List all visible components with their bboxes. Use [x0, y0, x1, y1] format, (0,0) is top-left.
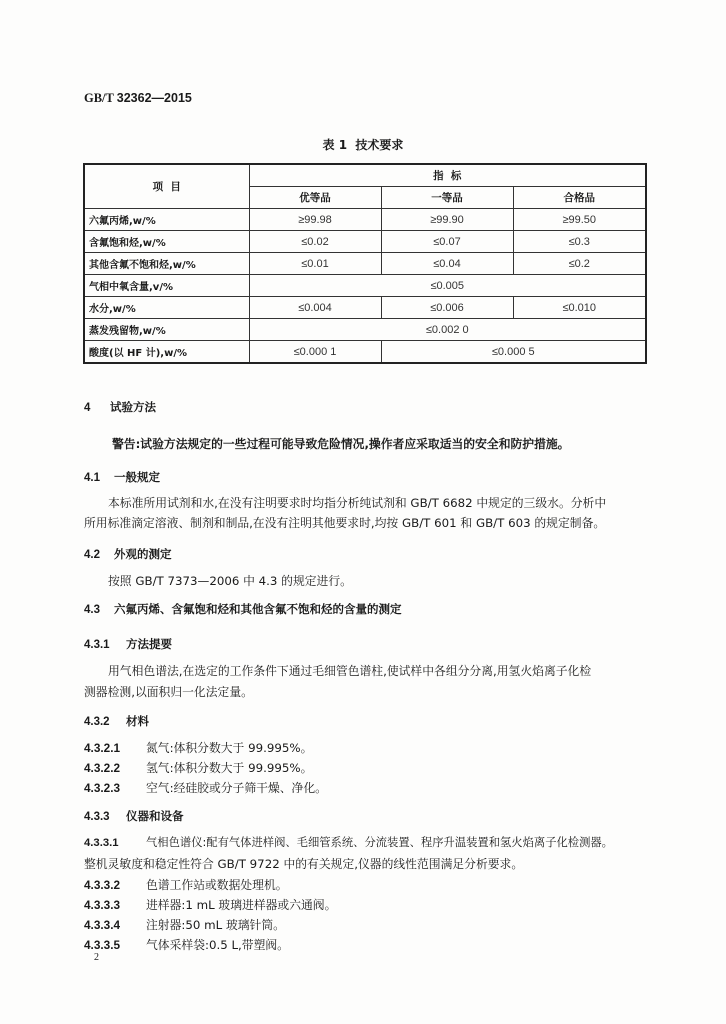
- safety-warning: 警告:试验方法规定的一些过程可能导致危险情况,操作者应采取适当的安全和防护措施。: [112, 437, 570, 451]
- table-row: [84, 275, 646, 297]
- row-value: ≤0.07: [381, 231, 513, 253]
- item-text: 氢气:体积分数大于 99.995%。: [146, 761, 313, 775]
- material-item: [84, 779, 327, 796]
- item-number: 4.3.2.2: [84, 761, 121, 775]
- section-title: 试验方法: [110, 400, 156, 414]
- header-indicator: 指 标: [249, 164, 646, 187]
- section-4-3-3-heading: [84, 808, 184, 824]
- equipment-item: [84, 876, 288, 893]
- header-grade-first: 一等品: [381, 187, 513, 209]
- row-value: ≤0.2: [513, 253, 646, 275]
- item-text: 色谱工作站或数据处理机。: [146, 878, 288, 892]
- table-header-row: [84, 164, 646, 187]
- section-number: 4: [84, 402, 91, 414]
- row-value: ≤0.000 1: [249, 341, 381, 364]
- row-value: ≤0.04: [381, 253, 513, 275]
- section-title: 六氟丙烯、含氟饱和烃和其他含氟不饱和烃的含量的测定: [114, 602, 402, 616]
- item-text: 进样器:1 mL 玻璃进样器或六通阀。: [146, 898, 337, 912]
- standard-number: 32362—2015: [116, 91, 192, 105]
- header-grade-qualified: 合格品: [513, 187, 646, 209]
- paragraph-4-3-1-line1: 用气相色谱法,在选定的工作条件下通过毛细管色谱柱,使试样中各组分分离,用氢火焰离子化检: [108, 664, 592, 678]
- section-title: 外观的测定: [114, 547, 172, 561]
- item-number: 4.3.3.4: [84, 918, 121, 932]
- table-row: [84, 231, 646, 253]
- item-text: 气相色谱仪:配有气体进样阀、毛细管系统、分流装置、程序升温装置和氢火焰离子化检测器。: [146, 836, 613, 849]
- material-item: [84, 759, 312, 776]
- technical-requirements-table: [83, 163, 647, 364]
- section-number: 4.3: [84, 604, 100, 616]
- row-item: 水分,w/%: [84, 297, 249, 319]
- section-number: 4.3.3: [84, 811, 110, 823]
- row-value: ≤0.006: [381, 297, 513, 319]
- paragraph-4-1-line1: 本标准所用试剂和水,在没有注明要求时均指分析纯试剂和 GB/T 6682 中规定的三级水。分析中: [108, 496, 607, 510]
- section-4-heading: [84, 399, 156, 415]
- page-number: 2: [94, 952, 99, 963]
- section-4-3-2-heading: [84, 713, 149, 729]
- table-row: [84, 319, 646, 341]
- table-row: [84, 209, 646, 231]
- row-item: 气相中氧含量,v/%: [84, 275, 249, 297]
- section-title: 一般规定: [114, 470, 160, 484]
- equipment-item-continuation: 整机灵敏度和稳定性符合 GB/T 9722 中的有关规定,仪器的线性范围满足分析要求。: [84, 857, 524, 871]
- item-number: 4.3.3.2: [84, 878, 121, 892]
- section-number: 4.3.1: [84, 639, 110, 651]
- row-item: 其他含氟不饱和烃,w/%: [84, 253, 249, 275]
- row-value: ≤0.02: [249, 231, 381, 253]
- section-4-3-heading: [84, 601, 402, 617]
- table-row: [84, 341, 646, 364]
- item-number: 4.3.3.1: [84, 837, 119, 849]
- paragraph-4-2: 按照 GB/T 7373—2006 中 4.3 的规定进行。: [108, 574, 352, 588]
- item-number: 4.3.3.5: [84, 938, 121, 952]
- table-title: 表 1 技术要求: [322, 138, 404, 152]
- row-value: ≤0.01: [249, 253, 381, 275]
- row-item: 蒸发残留物,w/%: [84, 319, 249, 341]
- item-text: 氮气:体积分数大于 99.995%。: [146, 741, 313, 755]
- standard-prefix: GB/T: [84, 91, 114, 105]
- section-4-1-heading: [84, 469, 160, 485]
- header-item: 项 目: [84, 164, 249, 209]
- row-value-merged: ≤0.005: [249, 275, 646, 297]
- section-4-3-1-heading: [84, 636, 172, 652]
- row-item: 六氟丙烯,w/%: [84, 209, 249, 231]
- row-item: 含氟饱和烃,w/%: [84, 231, 249, 253]
- section-number: 4.2: [84, 549, 100, 561]
- equipment-item: [84, 896, 336, 913]
- row-value: ≥99.90: [381, 209, 513, 231]
- section-number: 4.3.2: [84, 716, 110, 728]
- item-text: 气体采样袋:0.5 L,带塑阀。: [146, 938, 289, 952]
- equipment-item: [84, 834, 613, 850]
- row-value: ≥99.98: [249, 209, 381, 231]
- row-value-merged: ≤0.002 0: [249, 319, 646, 341]
- equipment-item: [84, 916, 285, 933]
- section-title: 方法提要: [126, 637, 172, 651]
- item-number: 4.3.2.3: [84, 781, 121, 795]
- material-item: [84, 739, 312, 756]
- row-value: ≤0.010: [513, 297, 646, 319]
- table-row: [84, 297, 646, 319]
- row-item: 酸度(以 HF 计),w/%: [84, 341, 249, 364]
- section-number: 4.1: [84, 472, 100, 484]
- paragraph-4-3-1-line2: 测器检测,以面积归一化法定量。: [84, 685, 253, 699]
- row-value: ≤0.3: [513, 231, 646, 253]
- section-title: 材料: [126, 714, 149, 728]
- row-value-merged: ≤0.000 5: [381, 341, 646, 364]
- section-4-2-heading: [84, 546, 172, 562]
- table-row: [84, 253, 646, 275]
- item-number: 4.3.2.1: [84, 741, 121, 755]
- item-number: 4.3.3.3: [84, 898, 121, 912]
- standard-code: [84, 91, 192, 106]
- row-value: ≥99.50: [513, 209, 646, 231]
- equipment-item: [84, 936, 289, 953]
- item-text: 注射器:50 mL 玻璃针筒。: [146, 918, 285, 932]
- paragraph-4-1-line2: 所用标准滴定溶液、制剂和制品,在没有注明其他要求时,均按 GB/T 601 和 GB/T 603 的规定制备。: [84, 516, 606, 530]
- row-value: ≤0.004: [249, 297, 381, 319]
- header-grade-premium: 优等品: [249, 187, 381, 209]
- item-text: 空气:经硅胶或分子筛干燥、净化。: [146, 781, 327, 795]
- section-title: 仪器和设备: [126, 809, 184, 823]
